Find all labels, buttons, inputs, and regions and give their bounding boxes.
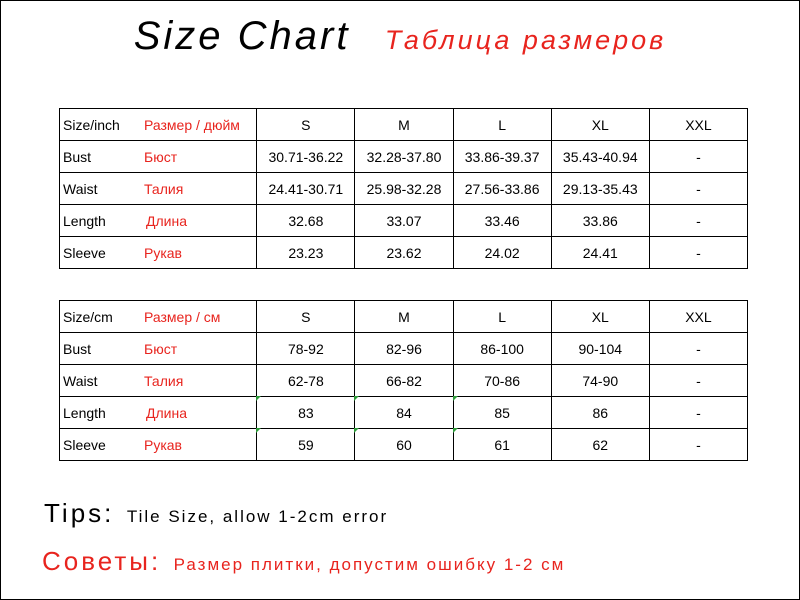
- row-label-en: Waist: [63, 372, 98, 389]
- row-label-ru: Талия: [144, 181, 184, 197]
- table-cell: -: [649, 333, 747, 365]
- table-cell: 33.07: [355, 205, 453, 237]
- table-cell: 86: [551, 397, 649, 429]
- table-row-sleeve: [60, 429, 748, 461]
- size-header-cell: M: [355, 301, 453, 333]
- tips-russian: [42, 546, 565, 577]
- table-cell: 27.56-33.86: [453, 173, 551, 205]
- table-cell: -: [649, 141, 747, 173]
- table-cell: 29.13-35.43: [551, 173, 649, 205]
- table-cell: 30.71-36.22: [257, 141, 355, 173]
- tips-label-ru: Советы:: [42, 546, 162, 576]
- table-cell: 62-78: [257, 365, 355, 397]
- table-cell: [453, 429, 551, 461]
- table-cell: -: [649, 429, 747, 461]
- table-row-bust: [60, 333, 748, 365]
- table-cell: [257, 397, 355, 429]
- table-cell: 74-90: [551, 365, 649, 397]
- cell-corner-mark: [354, 428, 359, 433]
- size-header-cell: XL: [551, 301, 649, 333]
- table-header-row: [60, 301, 748, 333]
- cell-corner-mark: [453, 396, 458, 401]
- header-label-cell: [60, 301, 257, 333]
- table-row-waist: [60, 173, 748, 205]
- cell-value: 59: [298, 436, 314, 453]
- row-label-en: Waist: [63, 180, 98, 197]
- cell-value: 61: [494, 436, 510, 453]
- table-row-length: [60, 397, 748, 429]
- title-english: Size Chart: [133, 14, 351, 58]
- table-cell: 33.86-39.37: [453, 141, 551, 173]
- row-label-en: Sleeve: [63, 436, 106, 453]
- table-cell: 23.62: [355, 237, 453, 269]
- table-row-sleeve: [60, 237, 748, 269]
- size-header-cell: XXL: [649, 301, 747, 333]
- header-label-cell: [60, 109, 257, 141]
- row-label-cell: [60, 141, 257, 173]
- row-label-ru: Талия: [144, 373, 184, 389]
- header-label-en: Size/cm: [63, 308, 113, 325]
- table-cell: -: [649, 205, 747, 237]
- table-cell: 32.28-37.80: [355, 141, 453, 173]
- row-label-en: Length: [63, 404, 106, 421]
- table-cell: 24.41: [551, 237, 649, 269]
- table-cell: 25.98-32.28: [355, 173, 453, 205]
- cm-size-table: [59, 300, 748, 461]
- cell-corner-mark: [256, 396, 261, 401]
- cell-corner-mark: [256, 428, 261, 433]
- cell-value: 60: [396, 436, 412, 453]
- row-label-cell: [60, 205, 257, 237]
- tips-english: [44, 498, 388, 529]
- row-label-en: Bust: [63, 148, 92, 165]
- table-cell: 86-100: [453, 333, 551, 365]
- cell-corner-mark: [453, 428, 458, 433]
- table-cell: [257, 429, 355, 461]
- header-label-ru: Размер / см: [144, 309, 221, 325]
- table-cell: [355, 397, 453, 429]
- row-label-cell: [60, 429, 257, 461]
- table-row-bust: [60, 141, 748, 173]
- row-label-cell: [60, 237, 257, 269]
- row-label-ru: Длина: [146, 213, 187, 229]
- row-label-en: Bust: [63, 340, 92, 357]
- tips-text-ru: Размер плитки, допустим ошибку 1-2 см: [173, 555, 566, 574]
- table-cell: [453, 397, 551, 429]
- table-cell: 33.86: [551, 205, 649, 237]
- table-cell: 33.46: [453, 205, 551, 237]
- cell-corner-mark: [354, 396, 359, 401]
- table-cell: 23.23: [257, 237, 355, 269]
- table-cell: 90-104: [551, 333, 649, 365]
- table-cell: 24.02: [453, 237, 551, 269]
- size-header-cell: XXL: [649, 109, 747, 141]
- table-cell: -: [649, 397, 747, 429]
- row-label-ru: Бюст: [144, 149, 178, 165]
- row-label-cell: [60, 397, 257, 429]
- row-label-en: Sleeve: [63, 244, 106, 261]
- tips-label: Tips:: [44, 498, 115, 528]
- tips-text: Tile Size, allow 1-2cm error: [126, 507, 389, 526]
- table-cell: -: [649, 173, 747, 205]
- cell-value: 85: [494, 404, 510, 421]
- table-cell: -: [649, 365, 747, 397]
- row-label-cell: [60, 173, 257, 205]
- table-cell: -: [649, 237, 747, 269]
- table-row-length: [60, 205, 748, 237]
- size-header-cell: S: [257, 301, 355, 333]
- row-label-cell: [60, 365, 257, 397]
- header-label-en: Size/inch: [63, 116, 120, 133]
- inch-size-table: [59, 108, 748, 269]
- header-label-ru: Размер / дюйм: [144, 117, 240, 133]
- table-cell: 82-96: [355, 333, 453, 365]
- table-cell: [355, 429, 453, 461]
- table-cell: 78-92: [257, 333, 355, 365]
- size-header-cell: L: [453, 301, 551, 333]
- row-label-cell: [60, 333, 257, 365]
- size-header-cell: XL: [551, 109, 649, 141]
- row-label-en: Length: [63, 212, 106, 229]
- row-label-ru: Бюст: [144, 341, 178, 357]
- table-row-waist: [60, 365, 748, 397]
- size-header-cell: S: [257, 109, 355, 141]
- table-cell: 70-86: [453, 365, 551, 397]
- table-header-row: [60, 109, 748, 141]
- title-row: [0, 14, 800, 59]
- size-header-cell: L: [453, 109, 551, 141]
- row-label-ru: Рукав: [144, 245, 182, 261]
- row-label-ru: Рукав: [144, 437, 182, 453]
- row-label-ru: Длина: [146, 405, 187, 421]
- table-cell: 32.68: [257, 205, 355, 237]
- table-cell: 24.41-30.71: [257, 173, 355, 205]
- table-cell: 35.43-40.94: [551, 141, 649, 173]
- table-cell: 66-82: [355, 365, 453, 397]
- title-russian: Таблица размеров: [384, 25, 667, 55]
- size-header-cell: M: [355, 109, 453, 141]
- table-cell: 62: [551, 429, 649, 461]
- cell-value: 83: [298, 404, 314, 421]
- cell-value: 84: [396, 404, 412, 421]
